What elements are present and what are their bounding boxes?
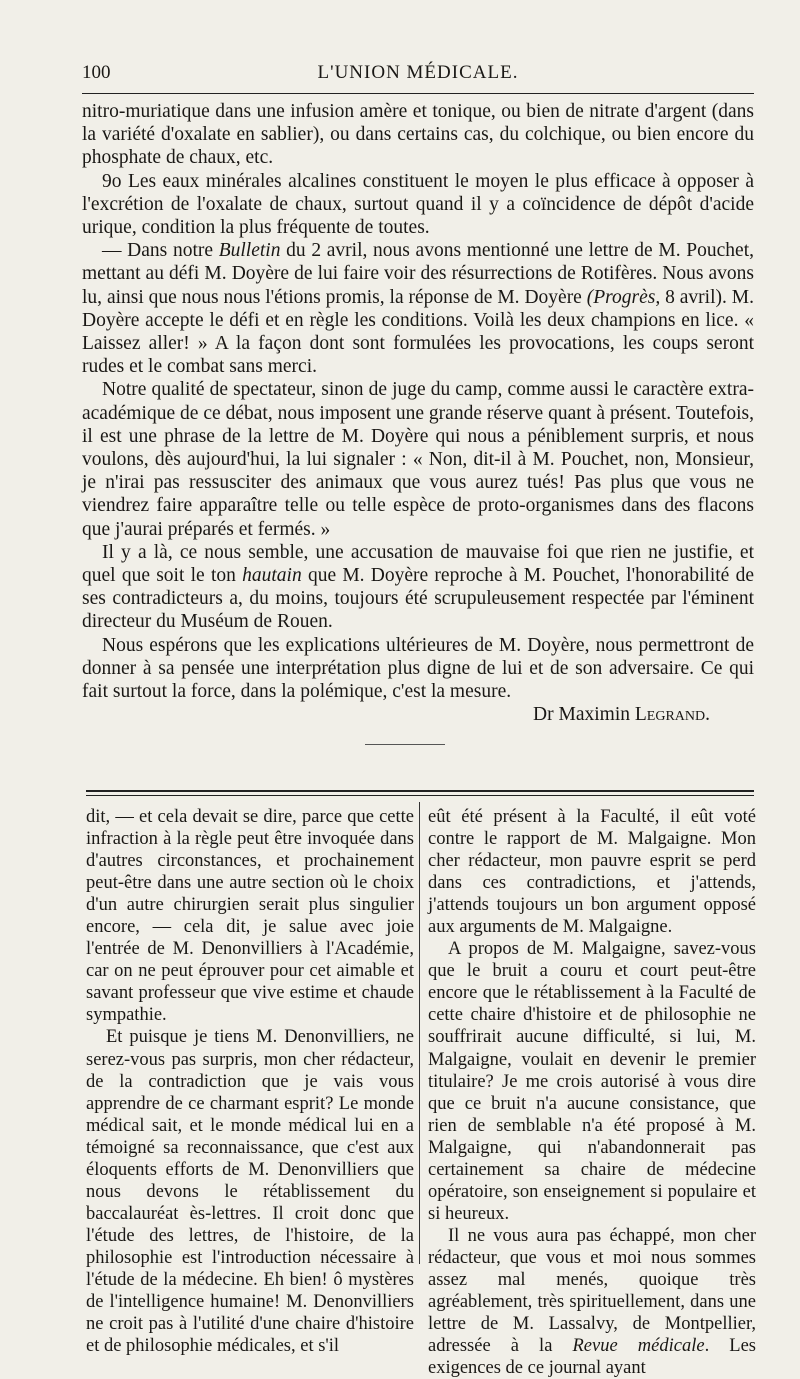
signature-name: Legrand. — [634, 704, 710, 726]
main-article — [82, 100, 754, 726]
header-rule — [82, 93, 754, 94]
paragraph-item-9: 9o Les eaux minérales alcalines constituent le moyen le plus efficace à opposer à l'excrétion de l'oxalate de chaux, surtout quand il y a coïncidence de dépôt d'acide urique, condition la plus fréquente de toutes. — [82, 170, 754, 239]
text-run: 8 avril). M. Doyère accepte le défi et en règle les conditions. Voilà les deux champions en lice. « Laissez aller! » A la façon dont sont formulées les provocations, les coups seront rudes et le combat sans merci. — [82, 286, 754, 378]
column-divider — [419, 802, 420, 1264]
paragraph: eût été présent à la Faculté, il eût voté contre le rapport de M. Malgaigne. Mon cher rédacteur, mon pauvre esprit se perd dans ces contradictions, et j'attends, j'attends toujours un bon argument opposé aux arguments de M. Malgaigne. — [428, 807, 756, 938]
signature-prefix: Dr Maximin — [533, 704, 635, 726]
paragraph: Et puisque je tiens M. Denonvilliers, ne serez-vous pas surpris, mon cher rédacteur, de la contradiction que je vais vous apprendre de ce charmant esprit? Le monde médical sait, et le monde médical lui en a témoigné sa reconnaissance, que c'est aux éloquents efforts de M. Denonvilliers que nous devons le rétablissement du baccalauréat ès-lettres. Il croit donc que l'étude des lettres, de l'histoire, de la philosophie est l'introduction nécessaire à l'étude de la médecine. Eh bien! ô mystères de l'intelligence humaine! M. Denonvilliers ne croit pas à l'utilité d'une chaire d'histoire et de philosophie médicales, et s'il — [86, 1027, 414, 1357]
text-run: Il ne vous aura pas échappé, mon cher rédacteur, que vous et moi nous sommes assez mal menés, quoique très agréablement, très spirituellement, dans une lettre de M. Lassalvy, de Montpellier, adressée à la — [428, 1225, 756, 1357]
paragraph-bulletin — [82, 239, 754, 378]
paragraph: A propos de M. Malgaigne, savez-vous que le bruit a couru et court peut-être encore que le rétablissement à la Faculté de cette chaire d'histoire et de philosophie ne souffrirait aucune difficulté, si lui, M. Malgaigne, voulait en devenir le premier titulaire? Je me crois autorisé à vous dire que ce bruit n'a aucune consistance, que rien de semblable n'a été proposé à M. Malgaigne, qui n'abandonnerait pas certainement sa chaire de médecine opératoire, son enseignement si populaire et si heureux. — [428, 939, 756, 1224]
italic-run: Revue médicale — [572, 1336, 705, 1357]
text-run: que M. Doyère reproche à M. Pouchet, l'honorabilité de ses contradicteurs a, du moins, toujours été scrupuleusement respectée par l'éminent directeur du Muséum de Rouen. — [82, 565, 754, 633]
journal-title: L'UNION MÉDICALE. — [317, 62, 519, 83]
paragraph-spectateur: Notre qualité de spectateur, sinon de juge du camp, comme aussi le caractère extra-académique de ce débat, nous imposent une grande réserve quant à présent. Toutefois, il est une phrase de la lettre de M. Doyère qui nous a péniblement surpris, et nous voulons, dès aujourd'hui, la lui signaler : « Non, dit-il à M. Pouchet, non, Monsieur, je n'irai pas ressusciter des animaux que vous aurez tués! Pas plus que vous ne viendrez faire apparaître telle ou telle espèce de proto-organismes dans des flacons que j'aurai préparés et fermés. » — [82, 379, 754, 540]
paragraph — [428, 1225, 756, 1379]
paragraph: dit, — et cela devait se dire, parce que cette infraction à la règle peut être invoquée dans d'autres circonstances, et prochainement peut-être dans une autre section où le choix d'un autre chirurgien serait plus singulier encore, — cela dit, je salue avec joie l'entrée de M. Denonvilliers à l'Académie, car on ne peut éprouver pour cet aimable et savant professeur que vive estime et chaude sympathie. — [86, 807, 414, 1026]
feuilleton-rule — [86, 795, 754, 796]
text-run: — Dans notre — [102, 240, 219, 262]
signature — [82, 703, 754, 726]
text-run: Il y a là, ce nous semble, une accusation de mauvaise foi que rien ne justifie, et quel que soit le ton — [82, 541, 754, 587]
page-header — [82, 58, 754, 92]
feuilleton-left-column — [86, 806, 414, 1357]
paragraph-conclusion: Nous espérons que les explications ultérieures de M. Doyère, nous permettront de donner à sa pensée une interprétation plus digne de lui et de son adversaire. Ce qui fait surtout la force, dans la polémique, c'est la mesure. — [82, 634, 754, 703]
italic-run: (Progrès, — [586, 286, 661, 308]
paragraph-accusation — [82, 541, 754, 634]
paragraph-continuation: nitro-muriatique dans une infusion amère et tonique, ou bien de nitrate d'argent (dans la variété d'oxalate en sablier), ou dans certains cas, du colchique, ou bien encore du phosphate de chaux, etc. — [82, 101, 754, 169]
feuilleton-rule — [86, 790, 754, 792]
feuilleton-right-column — [428, 806, 756, 1379]
text-run: . Les exigences de ce journal ayant — [428, 1336, 756, 1379]
text-run: du 2 avril, nous avons mentionné une lettre de M. Pouchet, mettant au défi M. Doyère de lui faire voir des résurrections de Rotifères. Nous avons lu, ainsi que nous nous l'étions promis, la réponse de M. Doyère — [82, 240, 754, 308]
italic-run: hautain — [242, 565, 302, 587]
italic-run: Bulletin — [218, 240, 281, 262]
section-divider — [365, 744, 445, 745]
page-number: 100 — [82, 62, 111, 83]
